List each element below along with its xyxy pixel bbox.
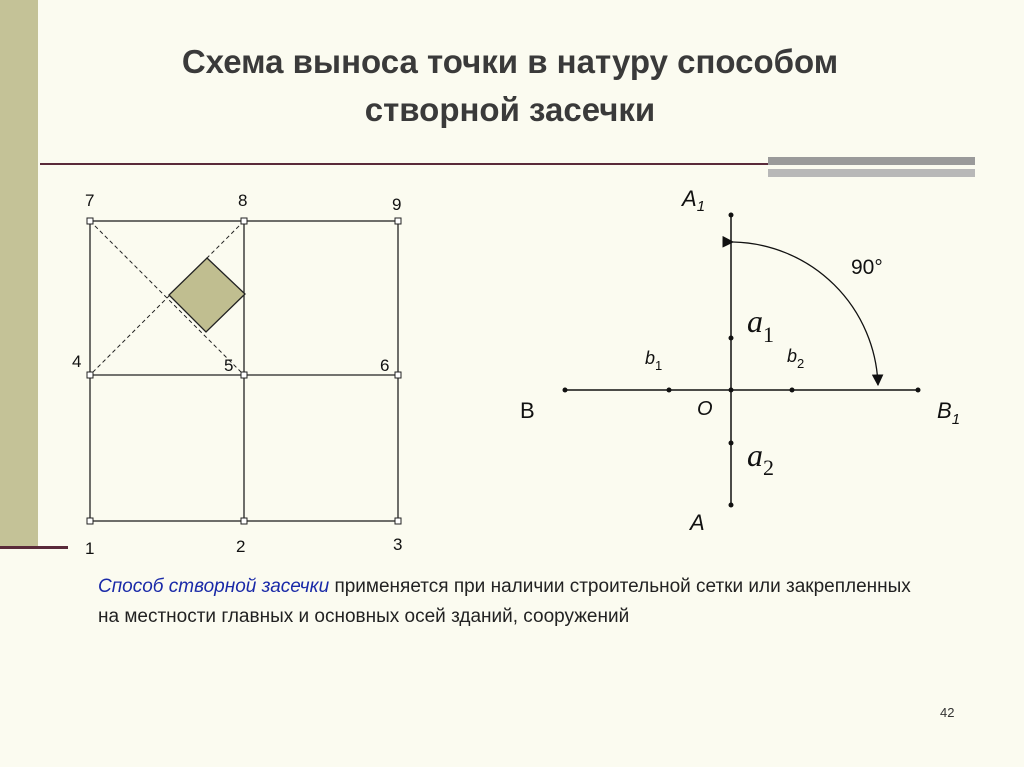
label-b1: $b_1$	[645, 348, 663, 373]
grid-label-9: 9	[392, 195, 402, 214]
label-a1: $a_1$	[747, 303, 774, 347]
grid-point-2	[241, 518, 247, 524]
grid-label-3: 3	[393, 535, 403, 554]
grid-label-4: 4	[72, 352, 82, 371]
label-O: O	[697, 398, 713, 420]
point-O	[729, 388, 734, 393]
title-line-2: створной засечки	[364, 91, 656, 128]
building-outline	[169, 258, 245, 332]
grid-label-8: 8	[238, 191, 248, 210]
label-angle-90: 90°	[851, 256, 883, 279]
title-line-1: Схема выноса точки в натуру способом	[181, 43, 839, 80]
label-A1: $A_1$	[682, 186, 706, 215]
point-b2	[790, 388, 795, 393]
label-b2: $b_2$	[787, 346, 805, 371]
point-a1	[729, 336, 734, 341]
label-B1: $B_1$	[937, 398, 961, 428]
grid-label-7: 7	[85, 191, 95, 210]
point-A	[729, 503, 734, 508]
grid-point-1	[87, 518, 93, 524]
page-number: 42	[940, 705, 955, 720]
grid-label-6: 6	[380, 356, 390, 375]
grid-label-2: 2	[236, 537, 246, 556]
axis-labels	[520, 186, 960, 535]
grid-point-6	[395, 372, 401, 378]
caption-rest: применяется при наличии строительной сетки или закрепленных на местности главных и основных осей зданий, сооружений	[98, 576, 911, 627]
point-a2	[729, 441, 734, 446]
point-B	[563, 388, 568, 393]
grid-point-4	[87, 372, 93, 378]
label-B: B	[520, 398, 535, 423]
label-a2: $a_2$	[747, 437, 774, 480]
construction-grid	[90, 221, 398, 521]
label-A: A	[690, 510, 705, 535]
grid-point-7	[87, 218, 93, 224]
grid-label-5: 5	[224, 356, 234, 375]
point-A1	[729, 213, 734, 218]
grid-point-8	[241, 218, 247, 224]
grid-label-1: 1	[85, 539, 95, 558]
grid-point-9	[395, 218, 401, 224]
grid-point-3	[395, 518, 401, 524]
caption-lead: Способ створной засечки	[98, 576, 330, 597]
point-B1	[916, 388, 921, 393]
grid-point-5	[241, 372, 247, 378]
caption-text	[98, 572, 918, 632]
point-b1	[667, 388, 672, 393]
